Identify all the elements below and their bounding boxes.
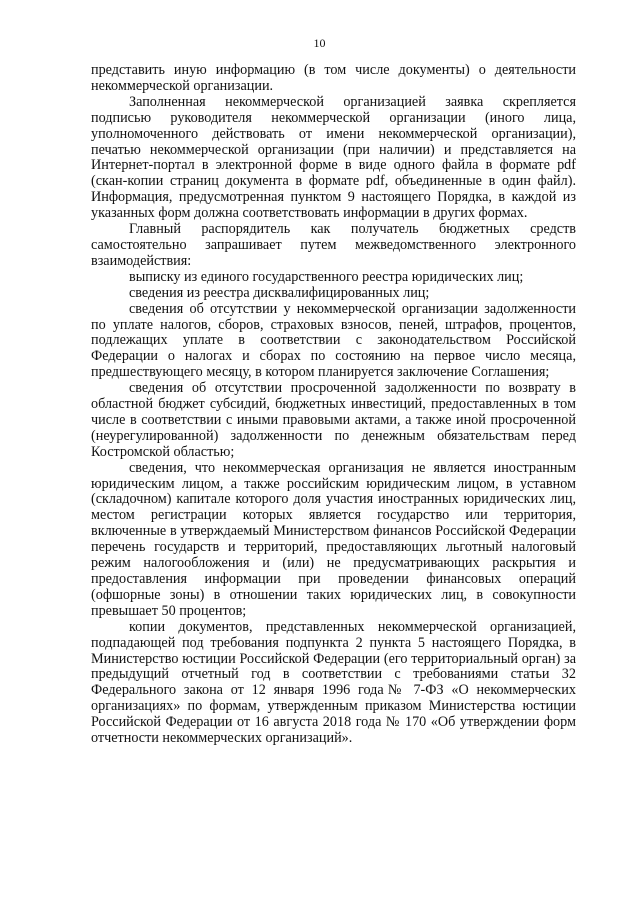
paragraph-6: сведения об отсутствии у некоммерческой организации задолженности по уплате налогов, сборов, страховых взносов, пеней, штрафов, процентов, подлежащих уплате в соответствии с законодательством Российской Федерации о налогах и сборах по состоянию на первое число месяца, предшествующего месяцу, в котором планируется заключение Соглашения; bbox=[91, 300, 576, 381]
paragraph-1: представить иную информацию (в том числе документы) о деятельности некоммерческой организации. bbox=[91, 62, 576, 94]
paragraph-4: выписку из единого государственного реестра юридических лиц; bbox=[129, 268, 524, 285]
paragraph-8: сведения, что некоммерческая организация не является иностранным юридическим лицом, а также российским юридическим лицом, в уставном (складочном) капитале которого доля участия иностранных юридических лиц, местом регистрации которых является государство или территория, включенные в утверждаемый Министерством финансов Российской Федерации перечень государств и территорий, предоставляющих льготный налоговый режим налогообложения и (или) не предусматривающих раскрытия и предоставления информации при проведении финансовых операций (офшорные зоны) в отношении таких юридических лиц, в совокупности превышает 50 процентов; bbox=[91, 459, 576, 619]
paragraph-2: Заполненная некоммерческой организацией заявка скрепляется подписью руководителя некоммерческой организации (иного лица, уполномоченного действовать от имени некоммерческой организации), печатью некоммерческой организации (при наличии) и представляется на Интернет-портал в электронной форме в виде одного файла в формате pdf (скан-копии страниц документа в формате pdf, объединенные в один файл). Информация, предусмотренная пунктом 9 настоящего Порядка, в каждой из указанных форм должна соответствовать информации в других формах. bbox=[91, 93, 576, 222]
paragraph-5: сведения из реестра дисквалифицированных лиц; bbox=[129, 284, 430, 301]
paragraph-9: копии документов, представленных некоммерческой организацией, подпадающей под требования подпункта 2 пункта 5 настоящего Порядка, в Министерство юстиции Российской Федерации (его территориальный орган) за предыдущий отчетный год в соответствии с требованиями статьи 32 Федерального закона от 12 января 1996 года№ 7-ФЗ «О некоммерческих организациях» по формам, утвержденным приказом Министерства юстиции Российской Федерации от 16 августа 2018 года № 170 «Об утверждении форм отчетности некоммерческих организаций». bbox=[91, 618, 576, 747]
document-body bbox=[91, 63, 576, 747]
paragraph-3: Главный распорядитель как получатель бюджетных средств самостоятельно запрашивает путем межведомственного электронного взаимодействия: bbox=[91, 221, 576, 269]
page-number: 10 bbox=[313, 36, 326, 50]
paragraph-7: сведения об отсутствии просроченной задолженности по возврату в областной бюджет субсидий, бюджетных инвестиций, предоставленных в том числе в соответствии с иными правовыми актами, а также иной просроченной (неурегулированной) задолженности по денежным обязательствам перед Костромской областью; bbox=[91, 380, 576, 460]
